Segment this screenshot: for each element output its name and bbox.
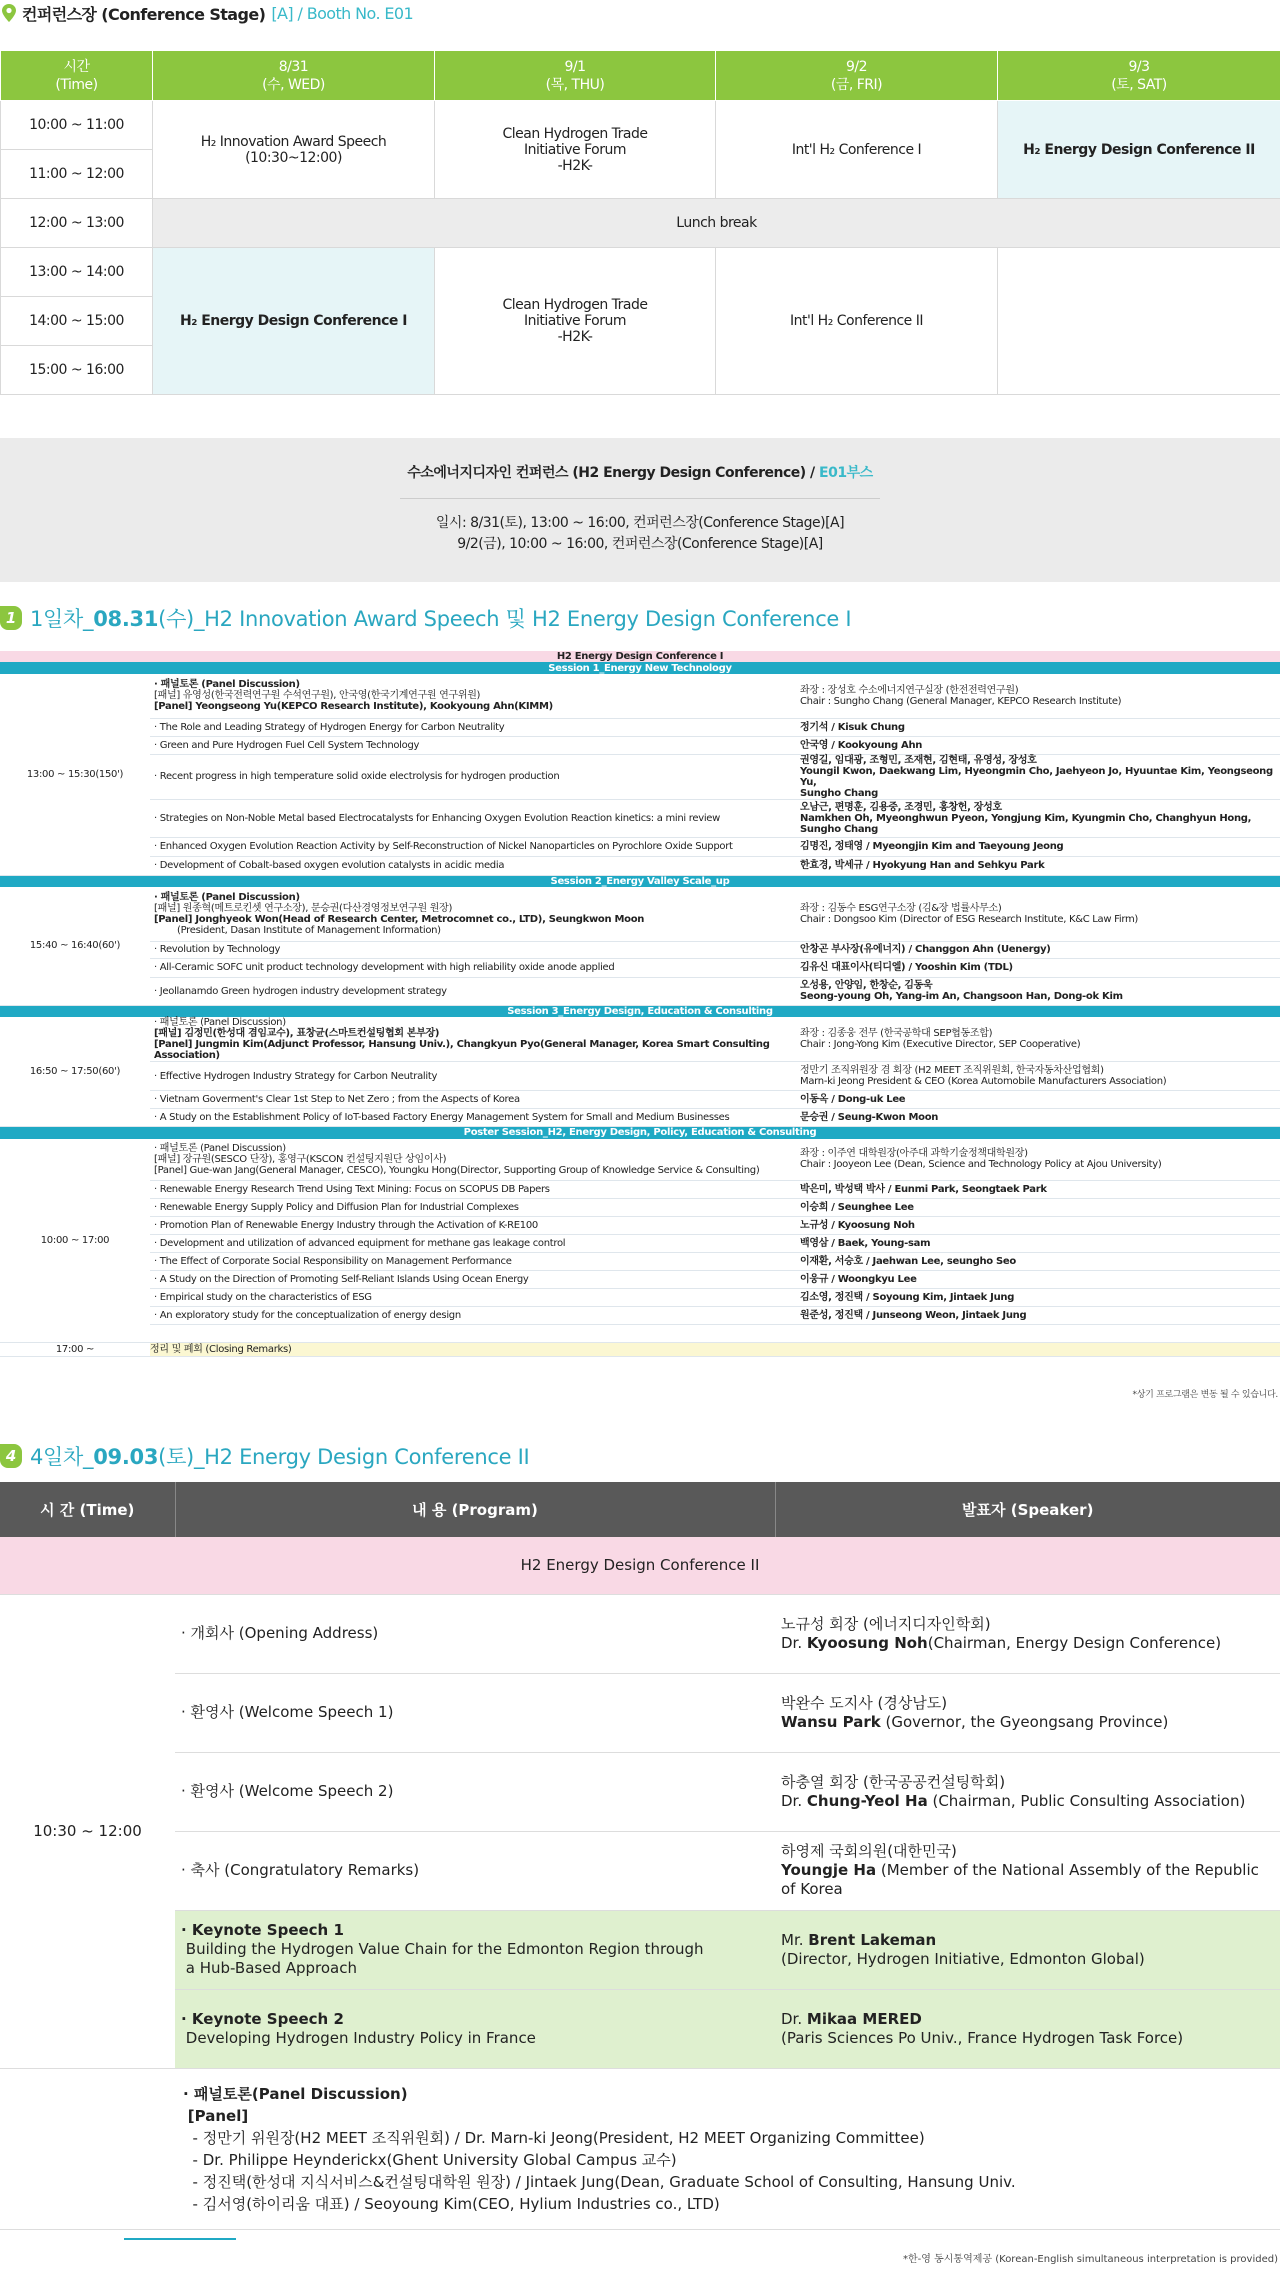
speaker-item: 김소영, 정진택 / Soyoung Kim, Jintaek Jung <box>798 1289 1280 1307</box>
closing-remarks: 정리 및 폐회 (Closing Remarks) <box>150 1343 1280 1357</box>
closing-time: 17:00 ~ <box>0 1343 150 1357</box>
program-item: · A Study on the Direction of Promoting Self-Reliant Islands Using Ocean Energy <box>150 1271 798 1289</box>
speaker-item: 좌장 : 김동수 ESG연구소장 (김&장 법률사무소) Chair : Dongsoo Kim (Director of ESG Research Institute, K&C Law Firm) <box>798 887 1280 941</box>
program-item: · An exploratory study for the conceptualization of energy design <box>150 1307 798 1325</box>
day-number-badge: 4 <box>0 1444 22 1468</box>
program-item: · Renewable Energy Supply Policy and Diffusion Plan for Industrial Complexes <box>150 1199 798 1217</box>
program-item: · Development of Cobalt-based oxygen evolution catalysts in acidic media <box>150 856 798 875</box>
column-header-program: 내 용 (Program) <box>175 1482 775 1537</box>
speaker-item: 김명진, 정태영 / Myeongjin Kim and Taeyoung Jeong <box>798 837 1280 856</box>
session-time: 10:00 ~ 17:00 <box>0 1139 150 1343</box>
session-cell-highlight: H₂ Energy Design Conference II <box>998 101 1280 199</box>
time-cell: 10:00 ~ 11:00 <box>1 101 153 150</box>
grid-header: 9/2 (금, FRI) <box>716 51 998 101</box>
time-cell: 15:00 ~ 16:00 <box>1 346 153 395</box>
session-bar: Poster Session_H2, Energy Design, Policy, Education & Consulting <box>0 1127 1280 1139</box>
column-header-speaker: 발표자 (Speaker) <box>775 1482 1280 1537</box>
speaker-item: Mr. Brent Lakeman (Director, Hydrogen Initiative, Edmonton Global) <box>775 1910 1280 1989</box>
accent-underline <box>124 2238 236 2240</box>
grid-header: 8/31 (수, WED) <box>153 51 435 101</box>
program-item: · Renewable Energy Research Trend Using Text Mining: Focus on SCOPUS DB Papers <box>150 1181 798 1199</box>
stage-title: 컨퍼런스장 (Conference Stage) [A] / Booth No. E01 <box>0 0 1280 26</box>
program-item: · 패널토론 (Panel Discussion) [패널] 유영성(한국전력연구원 수석연구원), 안국영(한국기계연구원 연구위원) [Panel] Yeongseong Yu(KEPCO Research Institute), Kookyoung Ahn(KIMM) <box>150 674 798 718</box>
column-header-time: 시 간 (Time) <box>0 1482 175 1537</box>
conference-info-box <box>0 438 1280 582</box>
program-item: · 개회사 (Opening Address) <box>175 1594 775 1673</box>
speaker-item: 백영삼 / Baek, Young-sam <box>798 1235 1280 1253</box>
session-time: 15:40 ~ 16:40(60') <box>0 887 150 1005</box>
speaker-item: 정만기 조직위원장 겸 회장 (H2 MEET 조직위원회, 한국자동차산업협회) Marn-ki Jeong President & CEO (Korea Automobile Manufacturers Association) <box>798 1062 1280 1091</box>
day1-program-table <box>0 651 1280 1357</box>
speaker-item: 박은미, 박성택 박사 / Eunmi Park, Seongtaek Park <box>798 1181 1280 1199</box>
grid-header: 9/1 (목, THU) <box>435 51 716 101</box>
schedule-grid <box>0 50 1280 395</box>
grid-header: 시간 (Time) <box>1 51 153 101</box>
session-cell-highlight: H₂ Energy Design Conference I <box>153 248 435 395</box>
time-cell: 14:00 ~ 15:00 <box>1 297 153 346</box>
divider <box>400 498 880 499</box>
speaker-item: 하충열 회장 (한국공공컨설팅학회) Dr. Chung-Yeol Ha (Chairman, Public Consulting Association) <box>775 1752 1280 1831</box>
program-item: · Enhanced Oxygen Evolution Reaction Activity by Self-Reconstruction of Nickel Nanoparticles on Pyrochlore Oxide Support <box>150 837 798 856</box>
program-item: · The Role and Leading Strategy of Hydrogen Energy for Carbon Neutrality <box>150 718 798 736</box>
speaker-item: 박완수 도지사 (경상남도) Wansu Park (Governor, the Gyeongsang Province) <box>775 1673 1280 1752</box>
program-item: · Effective Hydrogen Industry Strategy for Carbon Neutrality <box>150 1062 798 1091</box>
info-date: 일시: 8/31(토), 13:00 ~ 16:00, 컨퍼런스장(Conference Stage)[A] 9/2(금), 10:00 ~ 16:00, 컨퍼런스장(Conference Stage)[A] <box>435 515 845 552</box>
program-item: · Jeollanamdo Green hydrogen industry development strategy <box>150 977 798 1005</box>
program-item: · Recent progress in high temperature solid oxide electrolysis for hydrogen production <box>150 754 798 799</box>
speaker-item: 문승권 / Seung-Kwon Moon <box>798 1109 1280 1127</box>
speaker-item: 원준성, 정진택 / Junseong Weon, Jintaek Jung <box>798 1307 1280 1325</box>
session-time: 10:30 ~ 12:00 <box>0 1594 175 2068</box>
program-item: · Promotion Plan of Renewable Energy Industry through the Activation of K-RE100 <box>150 1217 798 1235</box>
speaker-item: 이재환, 서승호 / Jaehwan Lee, seungho Seo <box>798 1253 1280 1271</box>
session-cell: Clean Hydrogen Trade Initiative Forum -H2K- <box>435 101 716 199</box>
session-bar: Session 3_Energy Design, Education & Consulting <box>0 1005 1280 1017</box>
empty-cell <box>0 2068 175 2229</box>
speaker-item: 좌장 : 장성호 수소에너지연구실장 (한전전력연구원) Chair : Sungho Chang (General Manager, KEPCO Research Institute) <box>798 674 1280 718</box>
speaker-item: 오남근, 편명훈, 김용중, 조경민, 홍창헌, 장성호 Namkhen Oh, Myeonghwun Pyeon, Yongjung Kim, Kyungmin Cho, Changhyun Hong, Sungho Chang <box>798 799 1280 837</box>
conference-title-bar: H2 Energy Design Conference I <box>0 651 1280 662</box>
interpretation-note: *한-영 동시통역제공 (Korean-English simultaneous interpretation is provided) <box>902 2254 1278 2265</box>
time-cell: 11:00 ~ 12:00 <box>1 150 153 199</box>
location-pin-icon <box>2 4 16 22</box>
speaker-item: 노규성 회장 (에너지디자인학회) Dr. Kyoosung Noh(Chairman, Energy Design Conference) <box>775 1594 1280 1673</box>
speaker-item: 권영길, 임대광, 조형민, 조재현, 김현태, 유영성, 장성호 Youngil Kwon, Daekwang Lim, Hyeongmin Cho, Jaehyeon Jo, Hyuuntae Kim, Yeongseong Yu, Sungho Chang <box>798 754 1280 799</box>
program-item: · Development and utilization of advanced equipment for methane gas leakage control <box>150 1235 798 1253</box>
program-item: · 축사 (Congratulatory Remarks) <box>175 1831 775 1910</box>
day1-heading: 1 1일차_08.31(수)_H2 Innovation Award Speech 및 H2 Energy Design Conference I <box>0 603 851 633</box>
day4-program-table <box>0 1482 1280 2230</box>
session-cell: Int'l H₂ Conference II <box>716 248 998 395</box>
session-time: 13:00 ~ 15:30(150') <box>0 674 150 875</box>
speaker-item: 좌장 : 이주연 대학원장(아주대 과학기술정책대학원장) Chair : Jooyeon Lee (Dean, Science and Technology Policy at Ajou University) <box>798 1139 1280 1181</box>
keynote-item: · Keynote Speech 2 Developing Hydrogen Industry Policy in France <box>175 1989 775 2068</box>
program-item <box>150 1325 798 1343</box>
program-item: · A Study on the Establishment Policy of IoT-based Factory Energy Management System for Small and Medium Businesses <box>150 1109 798 1127</box>
speaker-item: 이웅규 / Woongkyu Lee <box>798 1271 1280 1289</box>
day-number-badge: 1 <box>0 606 22 630</box>
time-cell: 13:00 ~ 14:00 <box>1 248 153 297</box>
session-cell: Clean Hydrogen Trade Initiative Forum -H2K- <box>435 248 716 395</box>
program-item: · Strategies on Non-Noble Metal based Electrocatalysts for Enhancing Oxygen Evolution Reaction kinetics: a mini review <box>150 799 798 837</box>
grid-header: 9/3 (토, SAT) <box>998 51 1280 101</box>
program-item: · 패널토론 (Panel Discussion) [패널] 장규원(SESCO 단장), 홍영구(KSCON 컨설팅지원단 상임이사) [Panel] Gue-wan Jang(General Manager, CESCO), Youngku Hong(Director, Supporting Group of Knowledge Service & Consulting) <box>150 1139 798 1181</box>
program-item: · Empirical study on the characteristics of ESG <box>150 1289 798 1307</box>
program-item: · 환영사 (Welcome Speech 1) <box>175 1673 775 1752</box>
speaker-item: 좌장 : 김종웅 전무 (한국공학대 SEP협동조합) Chair : Jong-Yong Kim (Executive Director, SEP Cooperative) <box>798 1017 1280 1062</box>
speaker-item: 김유신 대표이사(티디엘) / Yooshin Kim (TDL) <box>798 958 1280 977</box>
program-item: · All-Ceramic SOFC unit product technology development with high reliability oxide anode applied <box>150 958 798 977</box>
program-item: · Green and Pure Hydrogen Fuel Cell System Technology <box>150 736 798 754</box>
speaker-item: 오성용, 안양임, 한창순, 김동욱 Seong-young Oh, Yang-im An, Changsoon Han, Dong-ok Kim <box>798 977 1280 1005</box>
panel-discussion: · 패널토론(Panel Discussion) [Panel] - 정만기 위원장(H2 MEET 조직위원회) / Dr. Marn-ki Jeong(President, H2 MEET Organizing Committee) - Dr. Philippe Heynderickx(Ghent University Global Campus 교수) - 정진택(한성대 지식서비스&컨설팅대학원 원장) / Jintaek Jung(Dean, Graduate School of Consulting, Hansung Univ. - 김서영(하이리움 대표) / Seoyoung Kim(CEO, Hylium Industries co., LTD) <box>175 2068 1280 2229</box>
speaker-item: 이승희 / Seunghee Lee <box>798 1199 1280 1217</box>
session-bar: Session 2_Energy Valley Scale_up <box>0 875 1280 887</box>
speaker-item: 한효경, 박세규 / Hyokyung Han and Sehkyu Park <box>798 856 1280 875</box>
session-cell: H₂ Innovation Award Speech (10:30~12:00) <box>153 101 435 199</box>
lunch-cell: Lunch break <box>153 199 1280 248</box>
session-cell: Int'l H₂ Conference I <box>716 101 998 199</box>
conference-title-bar: H2 Energy Design Conference II <box>0 1537 1280 1594</box>
program-item: · 환영사 (Welcome Speech 2) <box>175 1752 775 1831</box>
speaker-item: 안국영 / Kookyoung Ahn <box>798 736 1280 754</box>
time-cell: 12:00 ~ 13:00 <box>1 199 153 248</box>
speaker-item: 하영제 국회의원(대한민국) Youngje Ha (Member of the National Assembly of the Republic of Korea <box>775 1831 1280 1910</box>
speaker-item: Dr. Mikaa MERED (Paris Sciences Po Univ., France Hydrogen Task Force) <box>775 1989 1280 2068</box>
session-time: 16:50 ~ 17:50(60') <box>0 1017 150 1127</box>
program-item: · 패널토론 (Panel Discussion) [패널] 원종혁(메트로킨셋 연구소장), 문승권(다산경영정보연구원 원장) [Panel] Jonghyeok Won(Head of Research Center, Metrocomnet co., LTD), Seungkwon Moon (President, Dasan Institute of Management Information) <box>150 887 798 941</box>
info-title: 수소에너지디자인 컨퍼런스 (H2 Energy Design Conference) / E01부스 <box>407 465 873 481</box>
empty-cell <box>998 248 1280 395</box>
program-item: · 패널토론 (Panel Discussion) [패널] 김정민(한성대 겸임교수), 표창균(스마트컨설팅협회 본부장) [Panel] Jungmin Kim(Adjunct Professor, Hansung Univ.), Changkyun Pyo(General Manager, Korea Smart Consulting Association) <box>150 1017 798 1062</box>
keynote-item: · Keynote Speech 1 Building the Hydrogen Value Chain for the Edmonton Region through a Hub-Based Approach <box>175 1910 775 1989</box>
grid-header-row <box>1 51 1280 101</box>
speaker-item: 이동옥 / Dong-uk Lee <box>798 1091 1280 1109</box>
speaker-item: 노규성 / Kyoosung Noh <box>798 1217 1280 1235</box>
session-bar: Session 1_Energy New Technology <box>0 662 1280 674</box>
program-item: · Revolution by Technology <box>150 941 798 958</box>
day4-heading: 4 4일차_09.03(토)_H2 Energy Design Conference II <box>0 1441 529 1471</box>
speaker-item: 정기석 / Kisuk Chung <box>798 718 1280 736</box>
speaker-item: 안창곤 부사장(유에너지) / Changgon Ahn (Uenergy) <box>798 941 1280 958</box>
program-item: · Vietnam Goverment's Clear 1st Step to Net Zero ; from the Aspects of Korea <box>150 1091 798 1109</box>
speaker-item <box>798 1325 1280 1343</box>
program-item: · The Effect of Corporate Social Responsibility on Management Performance <box>150 1253 798 1271</box>
program-note: *상기 프로그램은 변동 될 수 있습니다. <box>1132 1390 1278 1400</box>
